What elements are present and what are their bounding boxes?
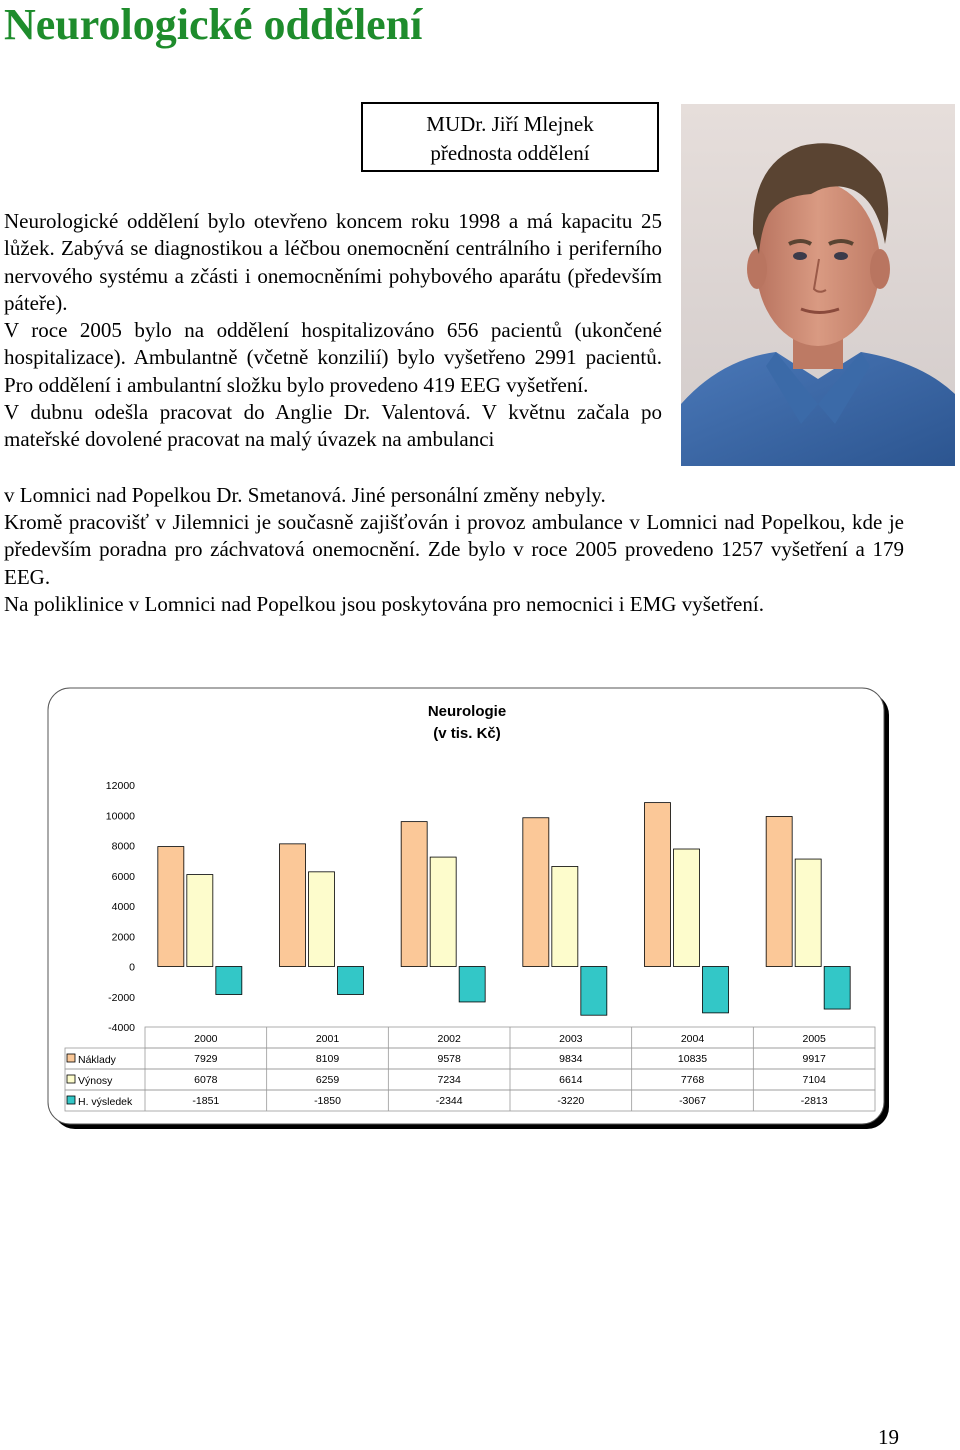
x-tick-label: 2004	[680, 1033, 705, 1045]
legend-swatch	[67, 1075, 75, 1083]
legend-swatch	[67, 1096, 75, 1104]
bar-v-nosy	[187, 875, 213, 967]
x-tick-label: 2005	[802, 1033, 826, 1045]
data-label: 8109	[315, 1053, 340, 1065]
chart-canvas	[47, 687, 890, 1130]
doctor-portrait-photo	[681, 104, 955, 466]
bar-n-klady	[280, 844, 306, 967]
data-label: -3067	[679, 1095, 706, 1107]
intro-paragraph	[4, 208, 662, 454]
bar-v-nosy	[552, 866, 578, 966]
doctor-name: MUDr. Jiří Mlejnek	[426, 112, 594, 136]
data-label: -1851	[192, 1095, 220, 1107]
data-label: 9578	[437, 1053, 461, 1065]
bar-h-v-sledek	[216, 967, 242, 995]
bar-n-klady	[645, 803, 671, 967]
bar-h-v-sledek	[824, 967, 850, 1010]
x-tick-label: 2002	[437, 1033, 461, 1045]
legend-label: Výnosy	[78, 1075, 113, 1087]
data-label: 6614	[559, 1074, 583, 1086]
bar-n-klady	[523, 818, 549, 967]
data-label: 7929	[194, 1053, 218, 1065]
y-tick-label: -4000	[108, 1022, 135, 1034]
bar-v-nosy	[674, 849, 700, 966]
data-label: 7768	[680, 1074, 705, 1086]
data-label: -3220	[557, 1095, 585, 1107]
legend-label: Náklady	[78, 1054, 116, 1066]
text-line: v Lomnici nad Popelkou Dr. Smetanová. Jiné personální změny nebyly.	[4, 482, 606, 507]
text-line: Neurologické oddělení bylo otevřeno koncem roku 1998 a má kapacitu 25 lůžek. Zabývá se diagnostikou a léčbou onemocnění centrálního i periferního nervového systému a zčásti i onemocněními pohybového aparátu (především páteře).	[4, 209, 662, 315]
bar-n-klady	[401, 822, 427, 967]
doctor-role: přednosta oddělení	[430, 141, 590, 165]
y-tick-label: 6000	[111, 870, 135, 883]
data-label: -2813	[800, 1095, 828, 1107]
bar-h-v-sledek	[703, 967, 729, 1013]
bar-n-klady	[158, 847, 184, 967]
text-line: Kromě pracovišť v Jilemnici je současně zajišťován i provoz ambulance v Lomnici nad Popelkou, kde je především poradna pro záchvatová onemocnění. Zde bylo v roce 2005 provedeno 1257 vyšetření a 179 EEG.	[4, 510, 904, 589]
data-label: -1850	[314, 1095, 341, 1107]
y-tick-label: 8000	[111, 840, 135, 853]
page-title: Neurologické oddělení	[4, 0, 423, 49]
bar-n-klady	[766, 817, 792, 967]
bar-h-v-sledek	[581, 967, 607, 1016]
data-label: 10835	[677, 1053, 708, 1065]
x-tick-label: 2000	[194, 1033, 218, 1045]
bar-v-nosy	[795, 859, 821, 966]
chart-title-block	[47, 701, 887, 745]
data-label: 7104	[802, 1074, 826, 1086]
x-tick-label: 2001	[315, 1033, 340, 1045]
bar-h-v-sledek	[459, 967, 485, 1002]
data-label: 9834	[559, 1053, 583, 1065]
data-label: 9917	[802, 1053, 826, 1065]
text-line: V dubnu odešla pracovat do Anglie Dr. Valentová. V květnu začala po mateřské dovolené pracovat na malý úvazek na ambulanci	[4, 400, 662, 452]
y-tick-label: 10000	[105, 810, 135, 823]
legend-swatch	[67, 1054, 75, 1062]
y-tick-label: 0	[129, 961, 135, 974]
data-label: 6078	[194, 1074, 218, 1086]
body-paragraph	[4, 509, 904, 618]
doctor-caption-box	[361, 102, 659, 172]
bar-h-v-sledek	[338, 967, 364, 995]
data-label: 6259	[315, 1074, 340, 1086]
text-line: Na poliklinice v Lomnici nad Popelkou jsou poskytována pro nemocnici i EMG vyšetření.	[4, 592, 764, 617]
page-number: 19	[878, 1425, 899, 1449]
y-tick-label: -2000	[108, 991, 135, 1004]
data-label: 7234	[437, 1074, 461, 1086]
bar-v-nosy	[309, 872, 335, 967]
neurologie-chart	[47, 687, 890, 1130]
y-tick-label: 12000	[105, 780, 135, 792]
legend-label: H. výsledek	[78, 1096, 133, 1108]
chart-subtitle: (v tis. Kč)	[433, 725, 501, 742]
y-tick-label: 2000	[111, 931, 135, 944]
bar-v-nosy	[430, 857, 456, 966]
chart-title: Neurologie	[427, 703, 507, 720]
x-tick-label: 2003	[559, 1033, 583, 1045]
y-tick-label: 4000	[111, 901, 135, 913]
text-line: V roce 2005 bylo na oddělení hospitalizováno 656 pacientů (ukončené hospitalizace). Ambulantně (včetně konzilií) bylo vyšetřeno 2991 pacientů. Pro oddělení i ambulantní složku bylo provedeno 419 EEG vyšetření.	[4, 318, 662, 397]
data-label: -2344	[435, 1095, 463, 1107]
